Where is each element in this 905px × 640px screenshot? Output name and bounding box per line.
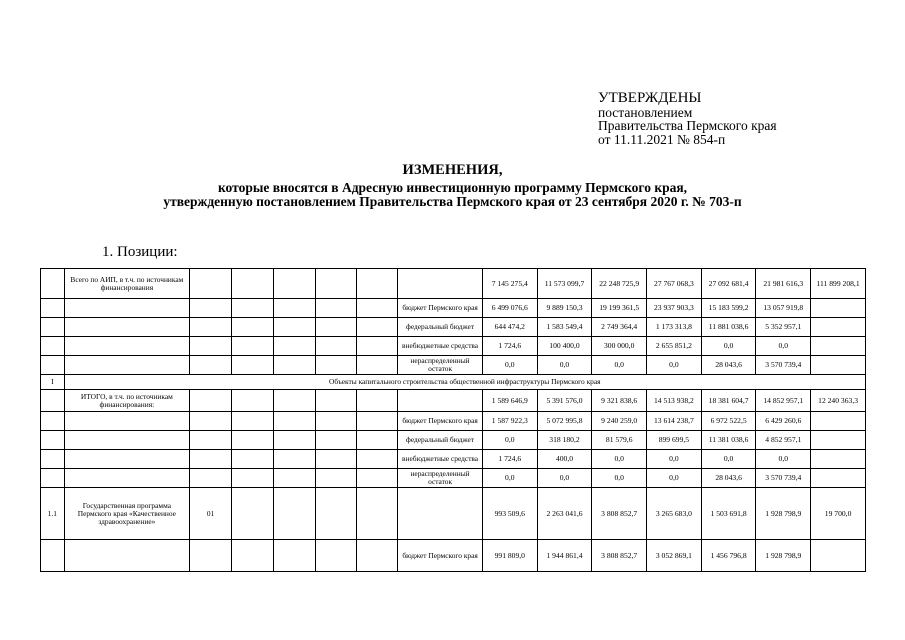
value-cell: 21 981 616,3 xyxy=(756,269,811,299)
value-cell: 12 240 363,3 xyxy=(811,390,866,412)
empty-cell xyxy=(64,337,190,356)
value-cell: 0,0 xyxy=(482,431,537,450)
value-cell: 0,0 xyxy=(756,337,811,356)
empty-cell xyxy=(273,269,315,299)
empty-cell xyxy=(357,356,398,375)
empty-cell xyxy=(315,299,357,318)
empty-cell xyxy=(357,390,398,412)
table-row xyxy=(41,299,866,318)
row-label: Всего по АИП, в т.ч. по источникам финансирования xyxy=(64,269,190,299)
value-cell: 111 899 208,1 xyxy=(811,269,866,299)
table-row xyxy=(41,269,866,299)
value-cell: 6 499 076,6 xyxy=(482,299,537,318)
empty-cell xyxy=(41,431,65,450)
empty-cell xyxy=(41,318,65,337)
value-cell: 0,0 xyxy=(537,469,592,488)
value-cell: 3 808 852,7 xyxy=(592,488,647,540)
value-cell: 1 928 798,9 xyxy=(756,488,811,540)
row-label: ИТОГО, в т.ч. по источникам финансирования: xyxy=(64,390,190,412)
empty-cell xyxy=(41,450,65,469)
source-label: бюджет Пермского края xyxy=(398,540,483,572)
empty-cell xyxy=(190,540,232,572)
value-cell: 1 724,6 xyxy=(482,450,537,469)
empty-cell xyxy=(64,469,190,488)
value-cell: 1 724,6 xyxy=(482,337,537,356)
empty-cell xyxy=(231,540,273,572)
positions-table xyxy=(40,268,866,572)
value-cell: 2 749 364,4 xyxy=(592,318,647,337)
value-cell: 1 944 861,4 xyxy=(537,540,592,572)
value-cell: 993 509,6 xyxy=(482,488,537,540)
value-cell: 3 570 739,4 xyxy=(756,469,811,488)
value-cell xyxy=(811,540,866,572)
empty-cell xyxy=(315,337,357,356)
empty-cell xyxy=(64,450,190,469)
empty-cell xyxy=(273,318,315,337)
approval-line-3: Правительства Пермского края xyxy=(598,118,777,133)
empty-cell xyxy=(190,469,232,488)
source-label xyxy=(398,390,483,412)
empty-cell xyxy=(273,356,315,375)
table-row xyxy=(41,390,866,412)
empty-cell xyxy=(315,318,357,337)
value-cell: 1 503 691,8 xyxy=(701,488,756,540)
source-label: внебюджетные средства xyxy=(398,450,483,469)
source-label: внебюджетные средства xyxy=(398,337,483,356)
empty-cell xyxy=(231,450,273,469)
approval-line-4: от 11.11.2021 № 854-п xyxy=(598,131,726,147)
value-cell: 18 381 604,7 xyxy=(701,390,756,412)
source-label: федеральный бюджет xyxy=(398,431,483,450)
empty-cell xyxy=(273,488,315,540)
value-cell: 13 614 238,7 xyxy=(647,412,702,431)
approval-line-2: постановлением xyxy=(598,104,693,120)
value-cell: 11 881 038,6 xyxy=(701,318,756,337)
approval-block xyxy=(598,92,777,146)
empty-cell xyxy=(231,337,273,356)
source-label xyxy=(398,269,483,299)
program-name: Государственная программа Пермского края «Качественное здравоохранение» xyxy=(64,488,190,540)
value-cell: 0,0 xyxy=(701,450,756,469)
program-code: 01 xyxy=(190,488,232,540)
source-label: нераспределенный остаток xyxy=(398,356,483,375)
value-cell: 11 381 038,6 xyxy=(701,431,756,450)
table-row xyxy=(41,431,866,450)
empty-cell xyxy=(273,412,315,431)
empty-cell xyxy=(190,412,232,431)
value-cell xyxy=(811,412,866,431)
empty-cell xyxy=(315,450,357,469)
value-cell: 3 808 852,7 xyxy=(592,540,647,572)
empty-cell xyxy=(315,269,357,299)
empty-cell xyxy=(273,469,315,488)
empty-cell xyxy=(315,469,357,488)
empty-cell xyxy=(315,390,357,412)
empty-cell xyxy=(273,299,315,318)
value-cell: 991 809,0 xyxy=(482,540,537,572)
approval-line-1: УТВЕРЖДЕНЫ xyxy=(598,90,702,106)
value-cell: 3 052 869,1 xyxy=(647,540,702,572)
value-cell: 3 265 683,0 xyxy=(647,488,702,540)
empty-cell xyxy=(190,356,232,375)
table-body xyxy=(41,269,866,572)
value-cell: 4 852 957,1 xyxy=(756,431,811,450)
empty-cell xyxy=(231,299,273,318)
value-cell: 27 767 068,3 xyxy=(647,269,702,299)
empty-cell xyxy=(231,318,273,337)
empty-cell xyxy=(315,356,357,375)
empty-cell xyxy=(41,299,65,318)
empty-cell xyxy=(64,540,190,572)
value-cell: 1 928 798,9 xyxy=(756,540,811,572)
empty-cell xyxy=(357,269,398,299)
empty-cell xyxy=(64,299,190,318)
value-cell: 2 263 041,6 xyxy=(537,488,592,540)
empty-cell xyxy=(41,390,65,412)
value-cell: 0,0 xyxy=(701,337,756,356)
table-row xyxy=(41,375,866,390)
table-row xyxy=(41,412,866,431)
empty-cell xyxy=(273,390,315,412)
empty-cell xyxy=(64,412,190,431)
table-row xyxy=(41,450,866,469)
value-cell: 5 391 576,0 xyxy=(537,390,592,412)
empty-cell xyxy=(41,356,65,375)
value-cell: 0,0 xyxy=(592,450,647,469)
value-cell: 644 474,2 xyxy=(482,318,537,337)
empty-cell xyxy=(231,390,273,412)
value-cell: 899 699,5 xyxy=(647,431,702,450)
value-cell: 9 889 150,3 xyxy=(537,299,592,318)
value-cell: 7 145 275,4 xyxy=(482,269,537,299)
empty-cell xyxy=(357,469,398,488)
empty-cell xyxy=(190,269,232,299)
value-cell: 318 180,2 xyxy=(537,431,592,450)
empty-cell xyxy=(231,412,273,431)
value-cell: 13 057 919,8 xyxy=(756,299,811,318)
empty-cell xyxy=(231,488,273,540)
empty-cell xyxy=(231,356,273,375)
table-row xyxy=(41,337,866,356)
value-cell: 0,0 xyxy=(647,356,702,375)
empty-cell xyxy=(41,337,65,356)
value-cell: 0,0 xyxy=(482,356,537,375)
empty-cell xyxy=(231,431,273,450)
value-cell: 0,0 xyxy=(647,450,702,469)
table-row xyxy=(41,469,866,488)
table-row xyxy=(41,318,866,337)
value-cell: 9 321 838,6 xyxy=(592,390,647,412)
source-label: нераспределенный остаток xyxy=(398,469,483,488)
table-row xyxy=(41,488,866,540)
value-cell xyxy=(811,469,866,488)
empty-cell xyxy=(41,412,65,431)
value-cell xyxy=(811,318,866,337)
empty-cell xyxy=(357,540,398,572)
value-cell: 1 583 549,4 xyxy=(537,318,592,337)
source-label: бюджет Пермского края xyxy=(398,412,483,431)
empty-cell xyxy=(64,318,190,337)
document-title: ИЗМЕНЕНИЯ, xyxy=(402,162,503,178)
empty-cell xyxy=(190,431,232,450)
empty-cell xyxy=(273,450,315,469)
empty-cell xyxy=(64,356,190,375)
subtitle-line-2: утвержденную постановлением Правительства Пермского края от 23 сентября 2020 г. № 703-п xyxy=(163,194,742,209)
empty-cell xyxy=(41,540,65,572)
value-cell: 0,0 xyxy=(592,469,647,488)
value-cell: 22 248 725,9 xyxy=(592,269,647,299)
section-heading: 1. Позиции: xyxy=(102,244,178,260)
source-label: федеральный бюджет xyxy=(398,318,483,337)
value-cell: 0,0 xyxy=(647,469,702,488)
value-cell: 28 043,6 xyxy=(701,356,756,375)
value-cell: 19 199 361,5 xyxy=(592,299,647,318)
value-cell: 0,0 xyxy=(482,469,537,488)
value-cell: 6 429 260,6 xyxy=(756,412,811,431)
value-cell xyxy=(811,337,866,356)
empty-cell xyxy=(357,488,398,540)
empty-cell xyxy=(231,269,273,299)
empty-cell xyxy=(273,337,315,356)
empty-cell xyxy=(315,431,357,450)
value-cell xyxy=(811,356,866,375)
empty-cell xyxy=(315,488,357,540)
empty-cell xyxy=(190,299,232,318)
document-subtitle xyxy=(0,181,905,209)
value-cell: 300 000,0 xyxy=(592,337,647,356)
value-cell: 27 092 681,4 xyxy=(701,269,756,299)
table-row xyxy=(41,540,866,572)
empty-cell xyxy=(357,431,398,450)
value-cell: 14 852 957,1 xyxy=(756,390,811,412)
empty-cell xyxy=(357,318,398,337)
empty-cell xyxy=(357,450,398,469)
empty-cell xyxy=(190,337,232,356)
value-cell xyxy=(811,450,866,469)
section-title: Объекты капитального строительства общественной инфраструктуры Пермского края xyxy=(64,375,865,390)
value-cell: 19 700,0 xyxy=(811,488,866,540)
empty-cell xyxy=(41,269,65,299)
value-cell: 11 573 099,7 xyxy=(537,269,592,299)
empty-cell xyxy=(190,450,232,469)
source-label: бюджет Пермского края xyxy=(398,299,483,318)
value-cell: 0,0 xyxy=(592,356,647,375)
value-cell xyxy=(811,299,866,318)
program-number: 1.1 xyxy=(41,488,65,540)
table-row xyxy=(41,356,866,375)
empty-cell xyxy=(357,412,398,431)
empty-cell xyxy=(190,318,232,337)
empty-cell xyxy=(315,412,357,431)
value-cell: 5 072 995,8 xyxy=(537,412,592,431)
value-cell xyxy=(811,431,866,450)
empty-cell xyxy=(357,337,398,356)
value-cell: 5 352 957,1 xyxy=(756,318,811,337)
empty-cell xyxy=(41,469,65,488)
source-label xyxy=(398,488,483,540)
value-cell: 400,0 xyxy=(537,450,592,469)
empty-cell xyxy=(357,299,398,318)
empty-cell xyxy=(64,431,190,450)
value-cell: 0,0 xyxy=(537,356,592,375)
value-cell: 1 173 313,8 xyxy=(647,318,702,337)
value-cell: 15 183 599,2 xyxy=(701,299,756,318)
subtitle-line-1: которые вносятся в Адресную инвестиционную программу Пермского края, xyxy=(217,180,688,195)
value-cell: 2 655 851,2 xyxy=(647,337,702,356)
value-cell: 1 587 922,3 xyxy=(482,412,537,431)
value-cell: 81 579,6 xyxy=(592,431,647,450)
empty-cell xyxy=(231,469,273,488)
empty-cell xyxy=(273,540,315,572)
value-cell: 100 400,0 xyxy=(537,337,592,356)
empty-cell xyxy=(190,390,232,412)
value-cell: 9 240 259,0 xyxy=(592,412,647,431)
value-cell: 23 937 903,3 xyxy=(647,299,702,318)
section-number: I xyxy=(41,375,65,390)
value-cell: 28 043,6 xyxy=(701,469,756,488)
value-cell: 6 972 522,5 xyxy=(701,412,756,431)
value-cell: 0,0 xyxy=(756,450,811,469)
value-cell: 1 456 796,8 xyxy=(701,540,756,572)
value-cell: 1 589 646,9 xyxy=(482,390,537,412)
empty-cell xyxy=(315,540,357,572)
value-cell: 3 570 739,4 xyxy=(756,356,811,375)
value-cell: 14 513 938,2 xyxy=(647,390,702,412)
empty-cell xyxy=(273,431,315,450)
